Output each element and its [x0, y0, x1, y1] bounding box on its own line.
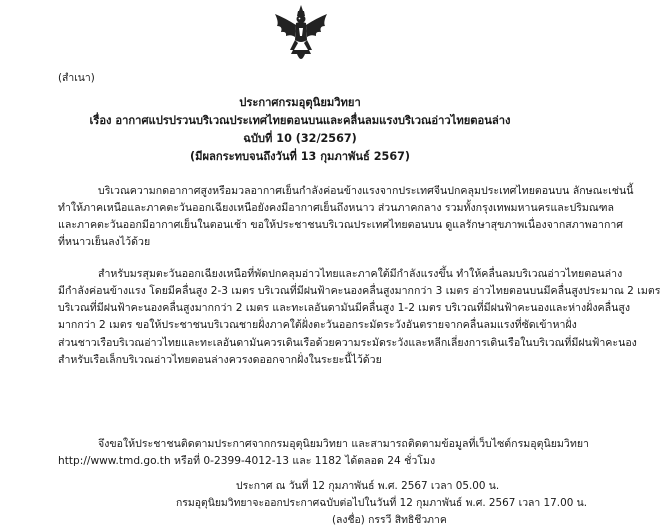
- paragraph-line: มีกำลังค่อนข้างแรง โดยมีคลื่นสูง 2-3 เมตร บริเวณที่มีฝนฟ้าคะนองคลื่นสูงมากกว่า 3 เมตร อ่าวไทยตอนบนมีคลื่นสูงประมาณ 2 เมตร: [58, 285, 660, 298]
- paragraph-line: มากกว่า 2 เมตร ขอให้ประชาชนบริเวณชายฝั่งภาคใต้ฝั่งตะวันออกระมัดระวังอันตรายจากคลื่นลมแรงที่ซัดเข้าหาฝั่ง: [58, 319, 577, 332]
- paragraph-line: สำหรับเรือเล็กบริเวณอ่าวไทยตอนล่างควรงดออกจากฝั่งในระยะนี้ไว้ด้วย: [58, 353, 382, 366]
- title-effective-date: (มีผลกระทบจนถึงวันที่ 13 กุมภาพันธ์ 2567): [189, 149, 411, 163]
- paragraph-line: ทำให้ภาคเหนือและภาคตะวันออกเฉียงเหนือยังคงมีอากาศเย็นถึงหนาว ส่วนภาคกลาง รวมทั้งกรุงเทพมหานครและปริมณฑล: [58, 202, 615, 215]
- paragraph-line: และภาคตะวันออกมีอากาศเย็นในตอนเช้า ขอให้ประชาชนบริเวณประเทศไทยตอนบน ดูแลรักษาสุขภาพเนื่องจากสภาพอากาศ: [58, 219, 624, 232]
- paragraph-line: บริเวณที่มีฝนฟ้าคะนองคลื่นสูงมากกว่า 2 เมตร และทะเลอันดามันมีคลื่นสูง 1-2 เมตร บริเวณที่มีฝนฟ้าคะนองและห่างฝั่งคลื่นสูง: [58, 302, 631, 315]
- paragraph-line: จึงขอให้ประชาชนติดตามประกาศจากกรมอุตุนิยมวิทยา และสามารถติดตามข้อมูลที่เว็บไซต์กรมอุตุนิยมวิทยา: [98, 438, 590, 450]
- paragraph-line: ส่วนชาวเรือบริเวณอ่าวไทยและทะเลอันดามันควรเดินเรือด้วยความระมัดระวังและหลีกเลี่ยงการเดินเรือในบริเวณที่มีฝนฟ้าคะนอง: [58, 336, 637, 349]
- paragraph-1: [58, 183, 634, 252]
- signature-line: (ลงชื่อ) กรรวี สิทธิชีวภาค: [332, 514, 447, 526]
- paragraph-line: บริเวณความกดอากาศสูงหรือมวลอากาศเย็นกำลังค่อนข้างแรงจากประเทศจีนปกคลุมประเทศไทยตอนบน ลักษณะเช่นนี้: [98, 185, 634, 197]
- title-issue-number: ฉบับที่ 10 (32/2567): [243, 131, 357, 145]
- issued-at: ประกาศ ณ วันที่ 12 กุมภาพันธ์ พ.ศ. 2567 เวลา 05.00 น.: [236, 480, 500, 492]
- garuda-emblem-icon: [273, 4, 329, 66]
- title-block: [0, 94, 600, 166]
- next-issue-info: [176, 495, 587, 512]
- paragraph-line: ที่หนาวเย็นลงไว้ด้วย: [58, 236, 151, 249]
- paragraph-3: [58, 436, 590, 470]
- copy-mark: (สำเนา): [58, 72, 95, 84]
- paragraph-line: สำหรับมรสุมตะวันออกเฉียงเหนือที่พัดปกคลุมอ่าวไทยและภาคใต้มีกำลังแรงขึ้น ทำให้คลื่นลมบริเวณอ่าวไทยตอนล่าง: [98, 268, 623, 280]
- next-issue: กรมอุตุนิยมวิทยาจะออกประกาศฉบับต่อไปในวันที่ 12 กุมภาพันธ์ พ.ศ. 2567 เวลา 17.00 น.: [176, 497, 588, 509]
- title-agency: ประกาศกรมอุตุนิยมวิทยา: [239, 96, 361, 109]
- paragraph-2: [58, 266, 660, 369]
- issue-info: [236, 478, 499, 495]
- paragraph-line: http://www.tmd.go.th หรือที่ 0-2399-4012-13 และ 1182 ได้ตลอด 24 ชั่วโมง: [58, 455, 436, 468]
- title-subject: เรื่อง อากาศแปรปรวนบริเวณประเทศไทยตอนบนและคลื่นลมแรงบริเวณอ่าวไทยตอนล่าง: [89, 113, 511, 127]
